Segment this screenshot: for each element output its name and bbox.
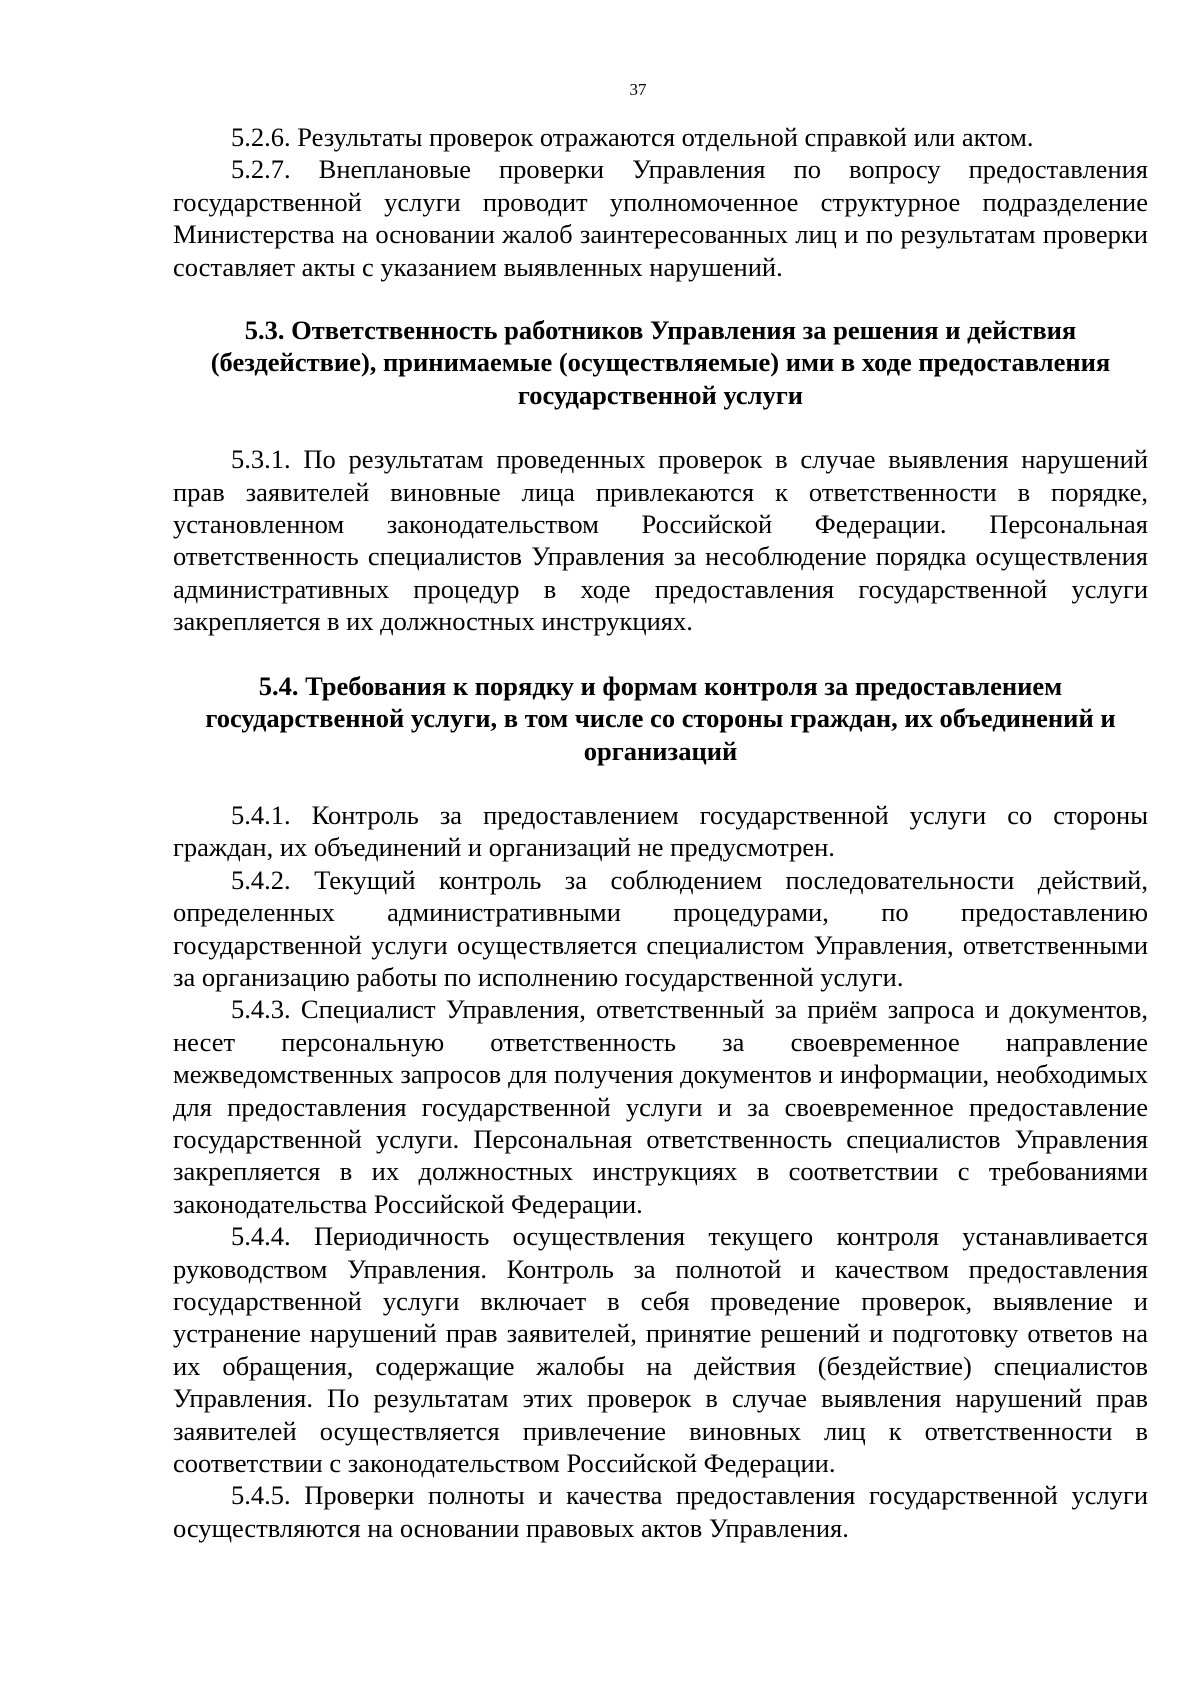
- paragraph-5-4-1: 5.4.1. Контроль за предоставлением государственной услуги со стороны граждан, их объединений и организаций не предусмотрен.: [173, 799, 1148, 863]
- paragraph-5-4-3: 5.4.3. Специалист Управления, ответственный за приём запроса и документов, несет персональную ответственность за своевременное направление межведомственных запросов для получения документов и информации, необходимых для предоставления государственной услуги и за своевременное предоставление государственной услуги. Персональная ответственность специалистов Управления закрепляется в их должностных инструкциях в соответствии с требованиями законодательства Российской Федерации.: [173, 994, 1148, 1219]
- page-content: [173, 121, 1148, 1544]
- section-heading-5-4: 5.4. Требования к порядку и формам контроля за предоставлением государственной услуги, в том числе со стороны граждан, их объединений и организаций: [205, 670, 1116, 766]
- section-heading-5-3: 5.3. Ответственность работников Управления за решения и действия (бездействие), принимаемые (осуществляемые) ими в ходе предоставления государственной услуги: [210, 315, 1111, 410]
- paragraph-5-4-4: 5.4.4. Периодичность осуществления текущего контроля устанавливается руководством Управления. Контроль за полнотой и качеством предоставления государственной услуги включает в себя проведение проверок, выявление и устранение нарушений прав заявителей, принятие решений и подготовку ответов на их обращения, содержащие жалобы на действия (бездействие) специалистов Управления. По результатам этих проверок в случае выявления нарушений прав заявителей осуществляется привлечение виновных лиц к ответственности в соответствии с законодательством Российской Федерации.: [173, 1221, 1148, 1479]
- paragraph-5-4-5: 5.4.5. Проверки полноты и качества предоставления государственной услуги осуществляются на основании правовых актов Управления.: [173, 1480, 1148, 1543]
- paragraph-5-2-7: 5.2.7. Внеплановые проверки Управления по вопросу предоставления государственной услуги проводит уполномоченное структурное подразделение Министерства на основании жалоб заинтересованных лиц и по результатам проверки составляет акты с указанием выявленных нарушений.: [173, 154, 1148, 282]
- paragraph-5-3-1: 5.3.1. По результатам проведенных проверок в случае выявления нарушений прав заявителей виновные лица привлекаются к ответственности в порядке, установленном законодательством Российской Федерации. Персональная ответственность специалистов Управления за несоблюдение порядка осуществления административных процедур в ходе предоставления государственной услуги закрепляется в их должностных инструкциях.: [173, 444, 1148, 637]
- paragraph-5-4-2: 5.4.2. Текущий контроль за соблюдением последовательности действий, определенных административными процедурами, по предоставлению государственной услуги осуществляется специалистом Управления, ответственными за организацию работы по исполнению государственной услуги.: [173, 864, 1148, 992]
- paragraph-5-2-6: 5.2.6. Результаты проверок отражаются отдельной справкой или актом.: [231, 122, 1034, 152]
- page-number: 37: [629, 80, 647, 99]
